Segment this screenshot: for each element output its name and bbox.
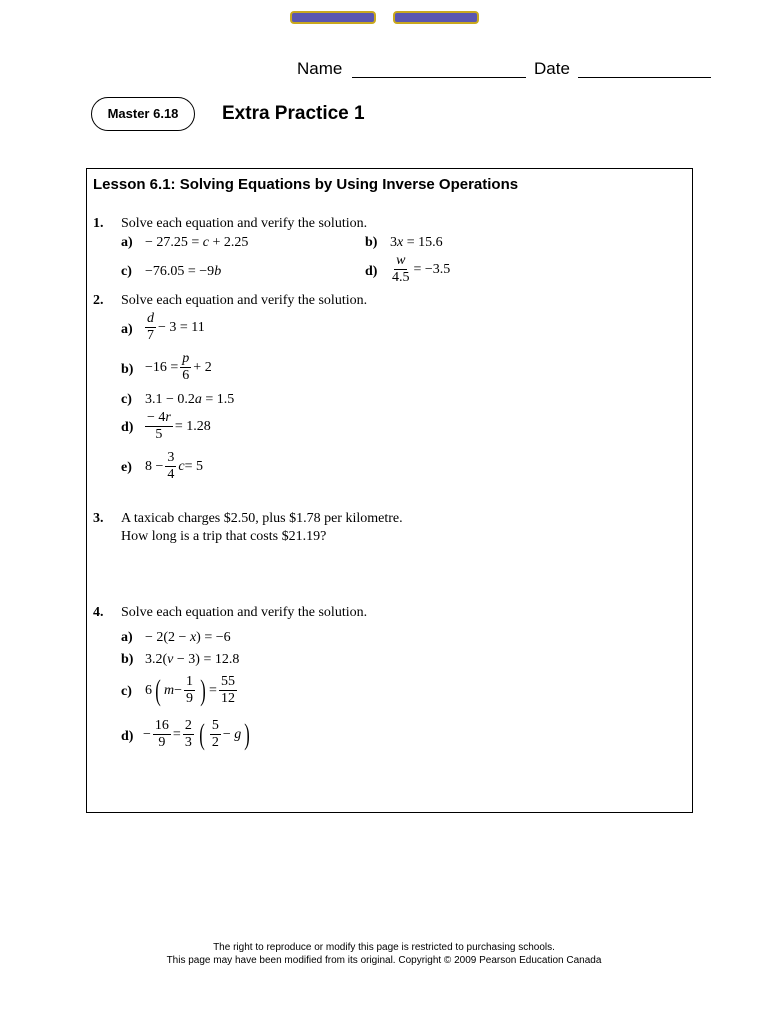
- q2b-label: b): [121, 362, 134, 377]
- page-title: Extra Practice 1: [222, 103, 365, 124]
- q2e-equation: 8 − $\frac{3}{4}$ c = 5: [145, 450, 204, 482]
- date-field[interactable]: [578, 77, 711, 78]
- q1c-label: c): [121, 264, 132, 279]
- q2-prompt: Solve each equation and verify the solution.: [121, 293, 368, 308]
- master-badge: Master 6.18: [91, 97, 195, 131]
- date-label: Date: [534, 59, 570, 78]
- q3-line2: How long is a trip that costs $21.19?: [121, 529, 327, 544]
- lesson-heading: Lesson 6.1: Solving Equations by Using Inverse Operations: [93, 176, 519, 193]
- q1-number: 1.: [93, 216, 104, 231]
- q2a-label: a): [121, 322, 133, 337]
- q1-prompt: Solve each equation and verify the solution.: [121, 216, 368, 231]
- q2c-equation: 3.1 − 0.2a = 1.5: [145, 392, 235, 407]
- q3-line1: A taxicab charges $2.50, plus $1.78 per kilometre.: [121, 511, 403, 526]
- q4a-label: a): [121, 630, 133, 645]
- q4d-label: d): [121, 729, 134, 744]
- q4d-equation: − $\frac{16}{9}$ = $\frac{2}{3}$ ( $\frac{5}{2}$ − g ): [143, 717, 250, 751]
- q4-prompt: Solve each equation and verify the solution.: [121, 605, 368, 620]
- q2b-equation: −16 = $\frac{p}{6}$ + 2: [145, 351, 212, 383]
- q2e-label: e): [121, 460, 132, 475]
- name-label: Name: [297, 59, 343, 78]
- q4c-label: c): [121, 684, 132, 699]
- q1b-equation: 3x = 15.6: [390, 235, 443, 250]
- q2a-equation: $\frac{d}{7}$ − 3 = 11: [147, 311, 205, 343]
- q3-number: 3.: [93, 511, 104, 526]
- q2-number: 2.: [93, 293, 104, 308]
- decorative-tab-left: [290, 11, 376, 24]
- q1a-label: a): [121, 235, 133, 250]
- decorative-tab-right: [393, 11, 479, 24]
- q4b-label: b): [121, 652, 134, 667]
- q2d-equation: $\frac{- 4r}{5}$ = 1.28: [147, 410, 211, 442]
- q4a-equation: − 2(2 − x) = −6: [145, 630, 231, 645]
- q4b-equation: 3.2(v − 3) = 12.8: [145, 652, 240, 667]
- footer-line-2: This page may have been modified from its original. Copyright © 2009 Pearson Education Canada: [166, 955, 602, 966]
- q4-number: 4.: [93, 605, 104, 620]
- q1d-equation: $\frac{w}{4.5}$ = −3.5: [392, 253, 451, 285]
- q1c-equation: −76.05 = −9b: [145, 264, 222, 279]
- q2c-label: c): [121, 392, 132, 407]
- q1d-label: d): [365, 264, 378, 279]
- q4c-equation: 6 ( m − $\frac{1}{9}$ ) = $\frac{55}{12}$: [145, 673, 235, 707]
- q2d-label: d): [121, 420, 134, 435]
- q1a-equation: − 27.25 = c + 2.25: [145, 235, 249, 250]
- q1b-label: b): [365, 235, 378, 250]
- name-field[interactable]: [352, 77, 526, 78]
- footer-line-1: The right to reproduce or modify this page is restricted to purchasing schools.: [213, 942, 555, 953]
